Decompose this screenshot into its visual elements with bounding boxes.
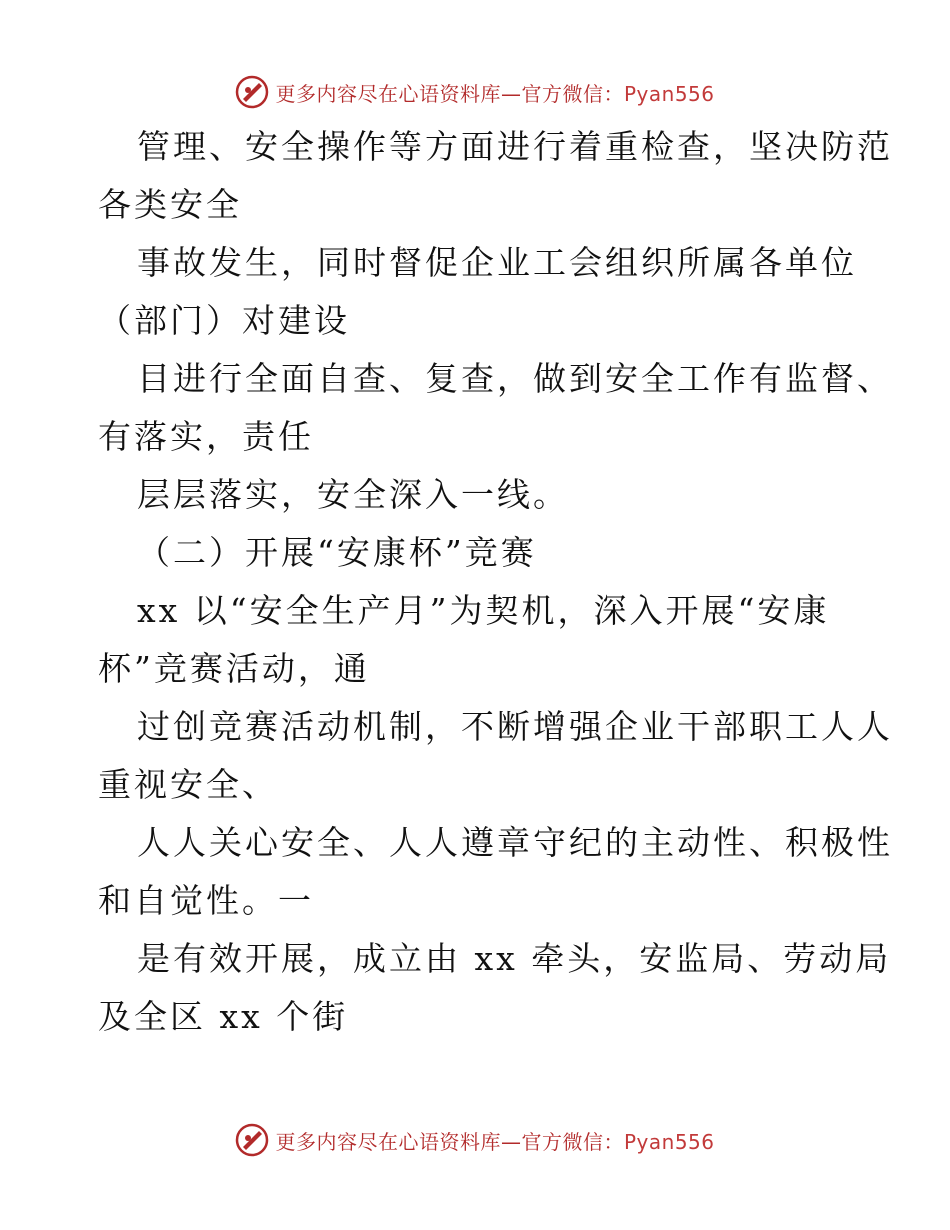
footer-brand-text: 更多内容尽在心语资料库 <box>275 1129 501 1154</box>
footer-watermark <box>0 1120 950 1160</box>
footer-separator: — <box>500 1129 522 1154</box>
text-line-14: 和自觉性。一 <box>98 881 314 920</box>
footer-contact-id: Pyan556 <box>623 1129 715 1154</box>
header-watermark <box>0 72 950 112</box>
document-body <box>98 118 893 1046</box>
header-brand-text: 更多内容尽在心语资料库 <box>275 81 501 106</box>
text-line-16: 及全区 xx 个街 <box>98 997 349 1036</box>
seal-logo-icon <box>235 1123 269 1157</box>
text-line-11: 过创竞赛活动机制，不断增强企业干部职工人人 <box>137 707 893 746</box>
text-line-4: （部门）对建设 <box>98 301 350 340</box>
text-line-6: 有落实，责任 <box>98 417 314 456</box>
header-contact-id: Pyan556 <box>623 81 715 106</box>
header-separator: — <box>500 81 522 106</box>
text-line-12: 重视安全、 <box>98 765 278 804</box>
text-line-7: 层层落实，安全深入一线。 <box>137 475 569 514</box>
text-line-1: 管理、安全操作等方面进行着重检查，坚决防范 <box>137 127 893 166</box>
text-line-2: 各类安全 <box>98 185 242 224</box>
text-line-3: 事故发生，同时督促企业工会组织所属各单位 <box>137 243 857 282</box>
text-line-5: 目进行全面自查、复查，做到安全工作有监督、 <box>137 359 893 398</box>
header-contact-label: 官方微信： <box>521 81 624 106</box>
seal-logo-icon <box>235 75 269 109</box>
text-line-13: 人人关心安全、人人遵章守纪的主动性、积极性 <box>137 823 893 862</box>
footer-contact-label: 官方微信： <box>521 1129 624 1154</box>
text-line-15: 是有效开展，成立由 xx 牵头，安监局、劳动局 <box>137 939 892 978</box>
section-heading: （二）开展“安康杯”竞赛 <box>137 533 537 572</box>
text-line-10: 杯”竞赛活动，通 <box>98 649 370 688</box>
text-line-9: xx 以“安全生产月”为契机，深入开展“安康 <box>137 591 830 630</box>
